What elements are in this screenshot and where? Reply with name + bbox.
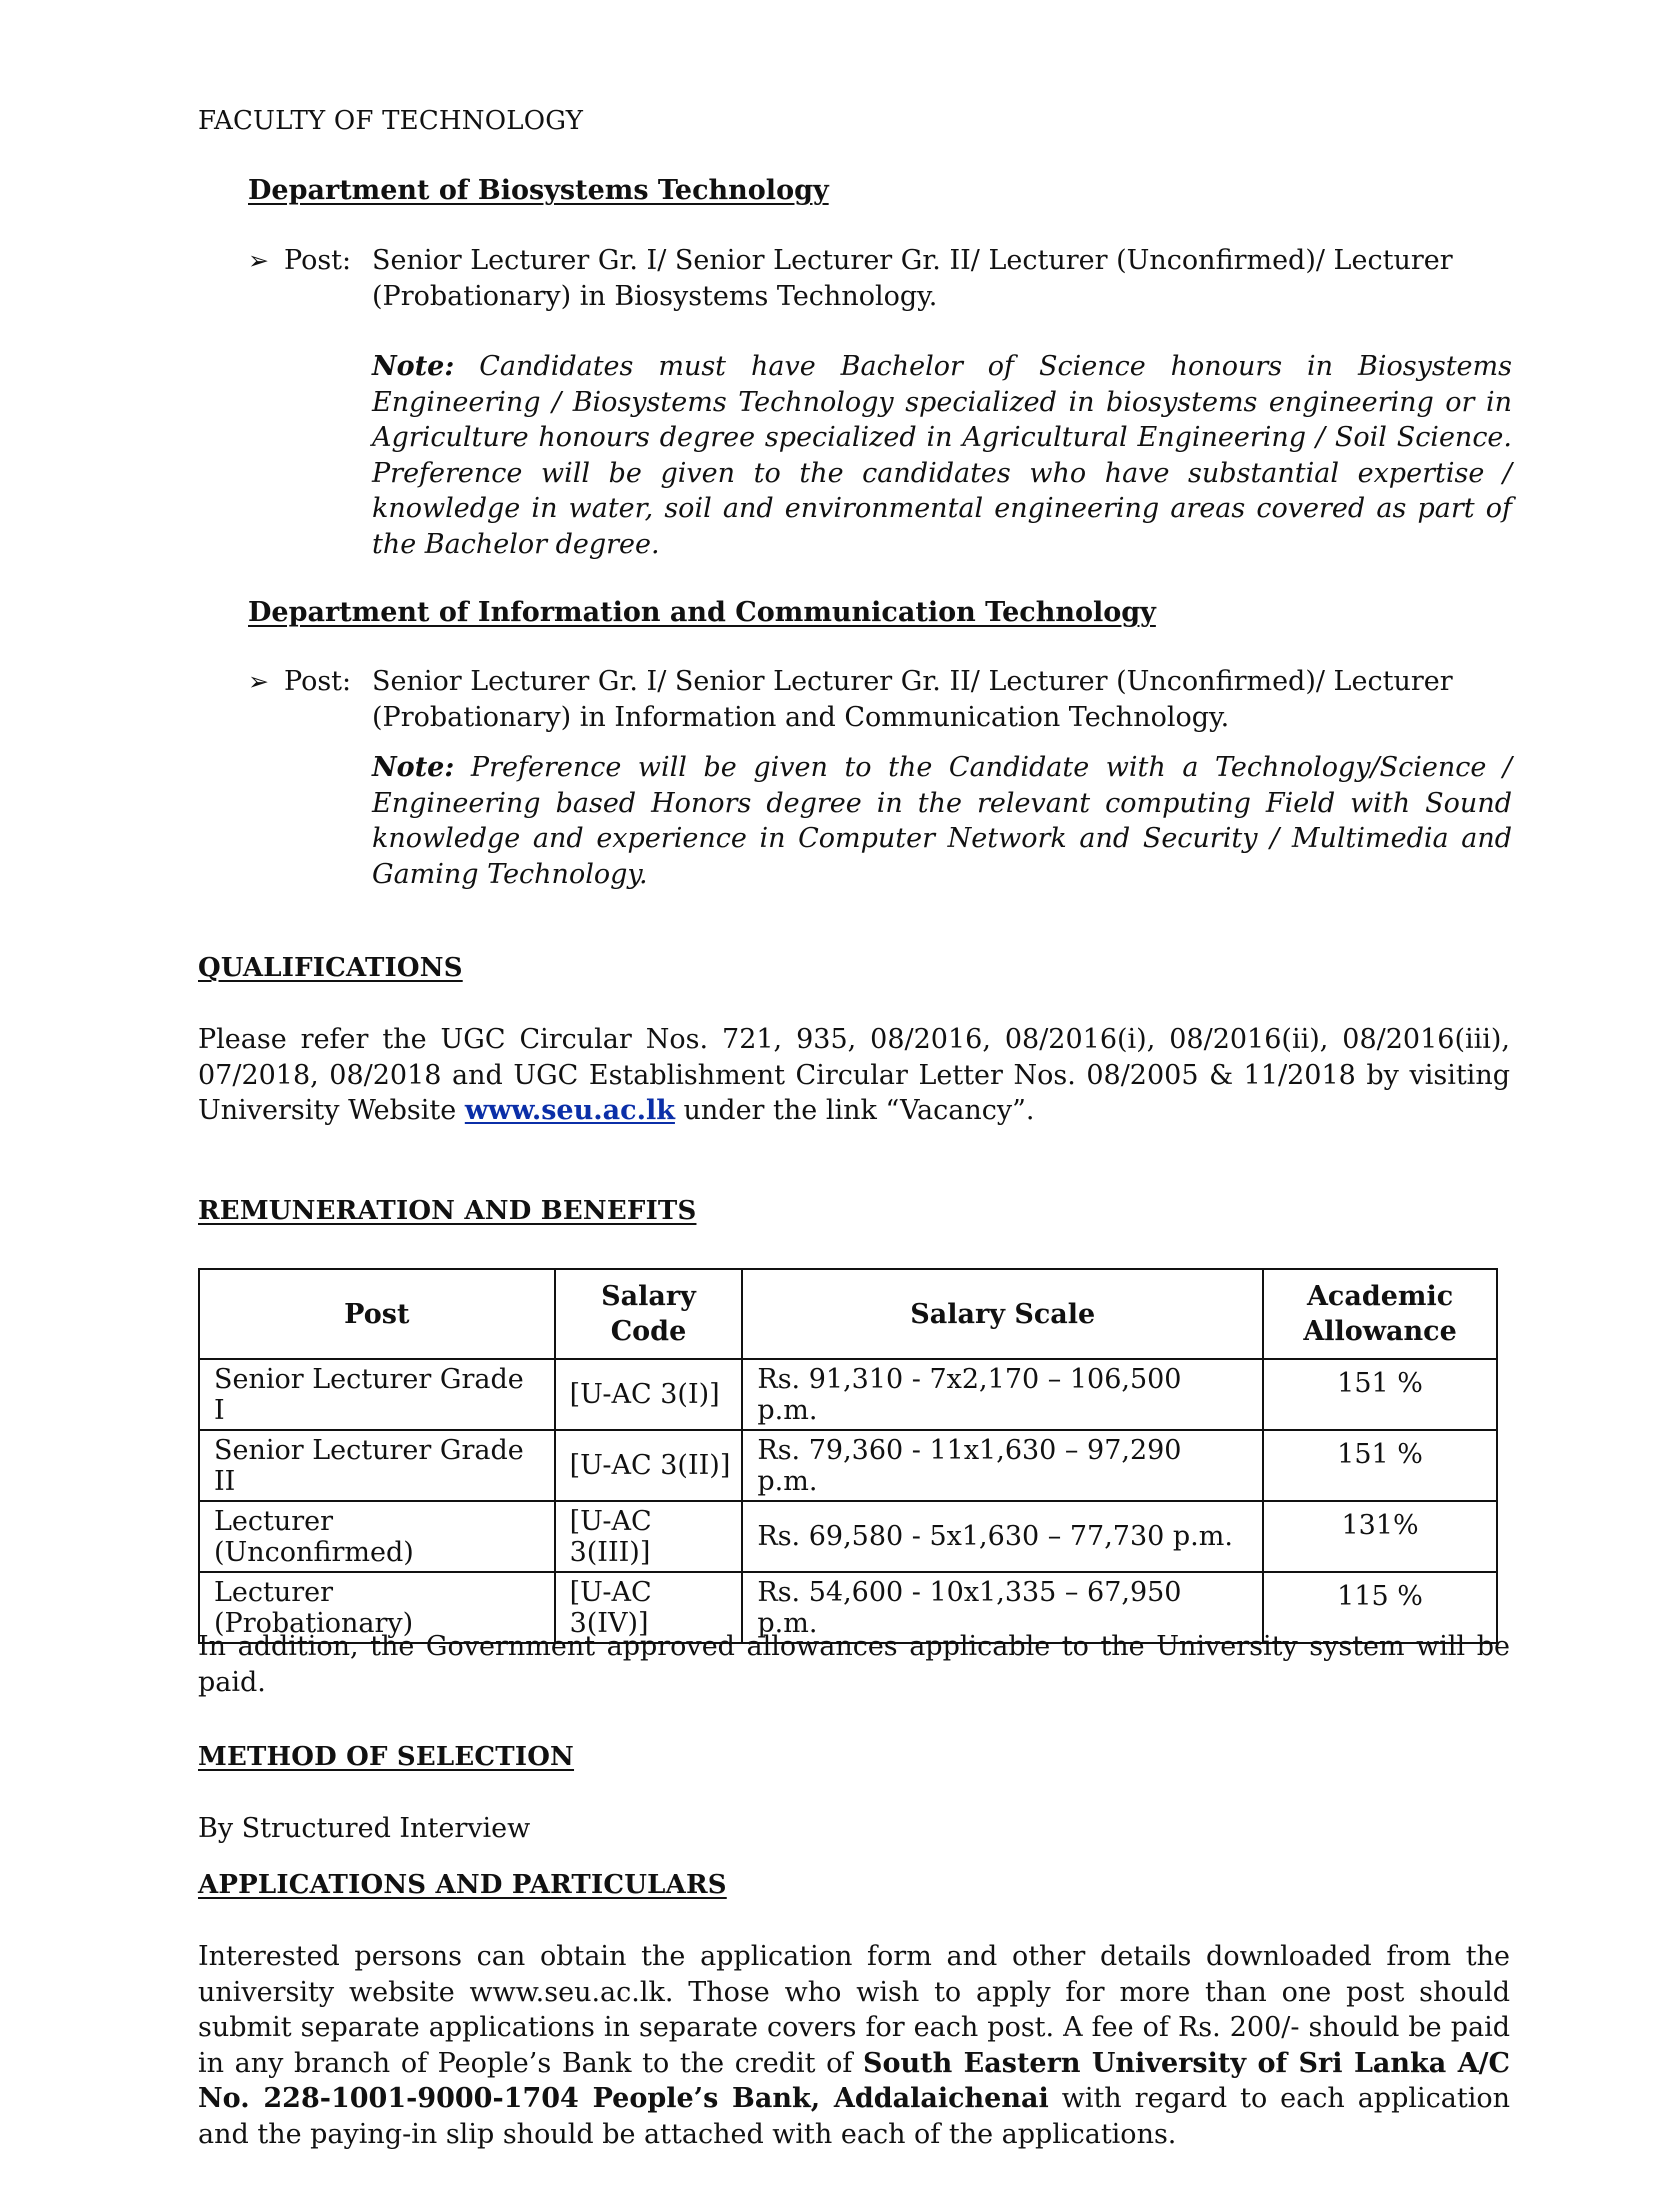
cell-salary-scale: Rs. 79,360 - 11x1,630 – 97,290 p.m. <box>742 1430 1263 1501</box>
cell-salary-scale: Rs. 54,600 - 10x1,335 – 67,950 p.m. <box>742 1572 1263 1643</box>
applications-text-part-1: Interested persons can obtain the application form and other details downloaded from the university website www.seu.ac.lk. Those who wish to apply for more than one post should submit separate applications in separate covers for each post. A fee of Rs. 200/- should be paid in any branch of People’s Bank to the credit of <box>198 1941 1510 2079</box>
post-label: Post: <box>284 245 352 276</box>
qualifications-heading: QUALIFICATIONS <box>198 953 463 983</box>
table-row <box>199 1501 1497 1572</box>
table-row <box>199 1359 1497 1430</box>
remuneration-heading: REMUNERATION AND BENEFITS <box>198 1196 697 1226</box>
table-header-row <box>199 1269 1497 1359</box>
salary-table <box>198 1268 1498 1644</box>
cell-salary-code: [U-AC 3(II)] <box>555 1430 743 1501</box>
applications-text <box>198 1939 1510 2152</box>
university-website-link[interactable]: www.seu.ac.lk <box>464 1095 675 1126</box>
column-header-post: Post <box>199 1269 555 1359</box>
remuneration-footnote: In addition, the Government approved allowances applicable to the University system will be paid. <box>198 1631 1510 1698</box>
applications-text-part-2: with regard to each application and the paying-in slip should be attached with each of the applications. <box>198 2083 1510 2150</box>
bullet-arrow-icon: ➢ <box>248 246 269 275</box>
table-row <box>199 1430 1497 1501</box>
faculty-title: FACULTY OF TECHNOLOGY <box>198 106 584 136</box>
cell-academic-allowance: 151 % <box>1263 1359 1497 1430</box>
cell-post: Lecturer (Unconfirmed) <box>199 1501 555 1572</box>
cell-post: Senior Lecturer Grade II <box>199 1430 555 1501</box>
applications-heading: APPLICATIONS AND PARTICULARS <box>198 1870 727 1900</box>
post-text: Senior Lecturer Gr. I/ Senior Lecturer Gr. II/ Lecturer (Unconfirmed)/ Lecturer (Probationary) in Information and Communication Technology. <box>372 666 1453 733</box>
qualifications-text <box>198 1022 1510 1129</box>
note-label: Note: <box>372 351 455 382</box>
cell-salary-scale: Rs. 69,580 - 5x1,630 – 77,730 p.m. <box>742 1501 1263 1572</box>
bullet-arrow-icon: ➢ <box>248 667 269 696</box>
note-label: Note: <box>372 752 455 783</box>
cell-salary-code: [U-AC 3(IV)] <box>555 1572 743 1643</box>
department-heading-biosystems: Department of Biosystems Technology <box>248 175 829 206</box>
department-heading-ict: Department of Information and Communication Technology <box>248 597 1156 628</box>
post-label: Post: <box>284 666 352 697</box>
cell-academic-allowance: 151 % <box>1263 1430 1497 1501</box>
cell-salary-code: [U-AC 3(III)] <box>555 1501 743 1572</box>
cell-post: Lecturer (Probationary) <box>199 1572 555 1643</box>
qualifications-text-after-link: under the link “Vacancy”. <box>674 1095 1035 1126</box>
cell-academic-allowance: 115 % <box>1263 1572 1497 1643</box>
note-biosystems <box>372 349 1512 562</box>
cell-salary-code: [U-AC 3(I)] <box>555 1359 743 1430</box>
selection-text: By Structured Interview <box>198 1813 531 1844</box>
qualifications-text-before-link: Please refer the UGC Circular Nos. 721, 935, 08/2016, 08/2016(i), 08/2016(ii), 08/2016(iii), 07/2018, 08/2018 and UGC Establishment Circular Letter Nos. 08/2005 & 11/2018 by visiting University Website <box>198 1024 1510 1126</box>
note-ict <box>372 750 1512 892</box>
selection-heading: METHOD OF SELECTION <box>198 1742 575 1772</box>
cell-salary-scale: Rs. 91,310 - 7x2,170 – 106,500 p.m. <box>742 1359 1263 1430</box>
post-text: Senior Lecturer Gr. I/ Senior Lecturer Gr. II/ Lecturer (Unconfirmed)/ Lecturer (Probationary) in Biosystems Technology. <box>372 245 1453 312</box>
cell-post: Senior Lecturer Grade I <box>199 1359 555 1430</box>
note-text: Candidates must have Bachelor of Science honours in Biosystems Engineering / Biosystems Technology specialized in biosystems engineering or in Agriculture honours degree specialized in Agricultural Engineering / Soil Science. Preference will be given to the candidates who have substantial expertise / knowledge in water, soil and environmental engineering areas covered as part of the Bachelor degree. <box>372 351 1512 560</box>
cell-academic-allowance: 131% <box>1263 1501 1497 1572</box>
column-header-academic-allowance: Academic Allowance <box>1263 1269 1497 1359</box>
column-header-salary-scale: Salary Scale <box>742 1269 1263 1359</box>
bank-account-details: South Eastern University of Sri Lanka A/C No. 228-1001-9000-1704 People’s Bank, Addalaichenai <box>198 2047 1510 2114</box>
column-header-salary-code: Salary Code <box>555 1269 743 1359</box>
note-text: Preference will be given to the Candidate with a Technology/Science / Engineering based Honors degree in the relevant computing Field with Sound knowledge and experience in Computer Network and Security / Multimedia and Gaming Technology. <box>372 752 1512 890</box>
